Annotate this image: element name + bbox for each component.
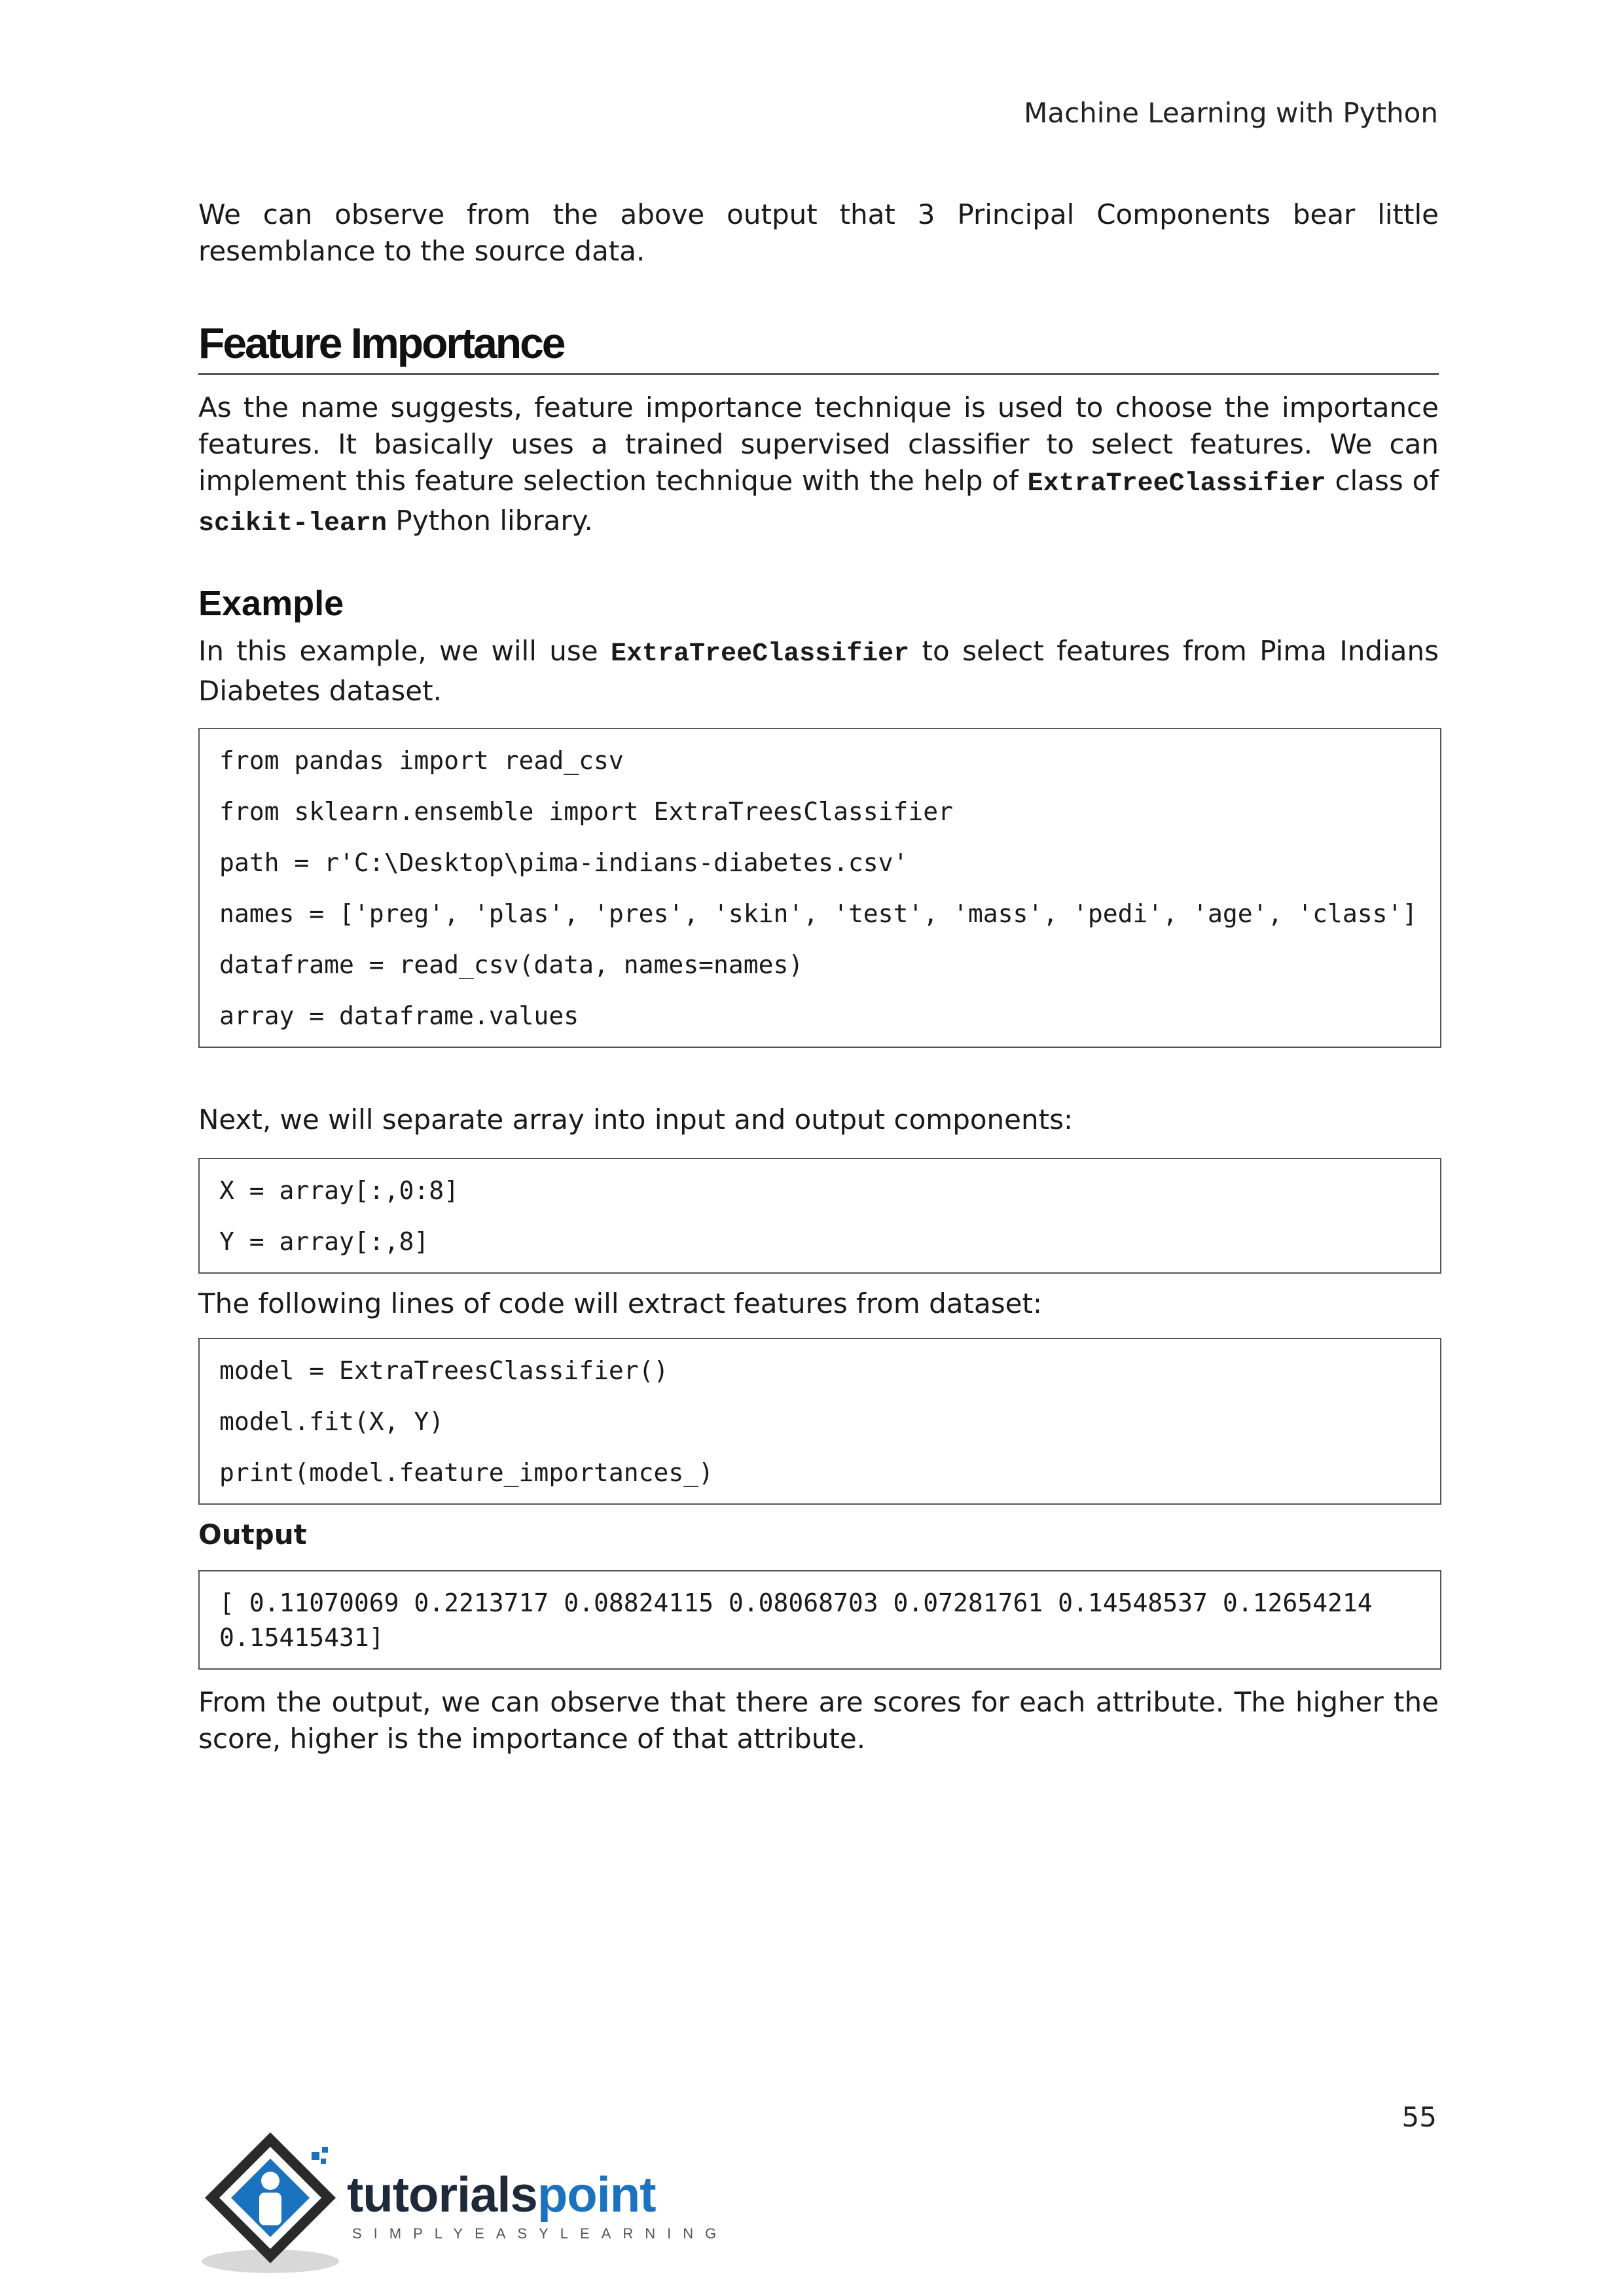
logo-word-dark: tutorials: [347, 2167, 537, 2223]
logo-tagline: SIMPLYEASYLEARNING: [352, 2225, 729, 2242]
logo-diamond-icon: [195, 2127, 352, 2278]
section-paragraph-text-1: As the name suggests, feature importance technique is used to choose the importance features. It basically uses a trained supervised classifier to select features. We can implement this feature selection technique with the help of: [198, 391, 1439, 497]
section-paragraph-text-3: Python library.: [387, 505, 593, 537]
code-line: names = ['preg', 'plas', 'pres', 'skin', 'test', 'mass', 'pedi', 'age', 'class']: [219, 899, 1418, 928]
example-text-1: In this example, we will use: [198, 635, 611, 667]
output-block: [198, 1570, 1441, 1670]
section-paragraph: [198, 389, 1439, 543]
running-header: Machine Learning with Python: [1024, 97, 1438, 129]
conclusion-paragraph: From the output, we can observe that there are scores for each attribute. The higher the score, higher is the importance of that attribute.: [198, 1686, 1439, 1755]
intro-paragraph: We can observe from the above output that 3 Principal Components bear little resemblance to the source data.: [198, 198, 1439, 267]
output-label: Output: [198, 1518, 307, 1551]
code-line: model = ExtraTreesClassifier(): [219, 1356, 669, 1385]
section-heading: Feature Importance: [198, 317, 1439, 375]
code-line: print(model.feature_importances_): [219, 1458, 713, 1487]
code-line: from sklearn.ensemble import ExtraTreesClassifier: [219, 797, 954, 826]
code-line: X = array[:,0:8]: [219, 1176, 460, 1205]
code-line: Y = array[:,8]: [219, 1227, 429, 1256]
inline-code-library: scikit-learn: [198, 509, 388, 539]
code-line: array = dataframe.values: [219, 1001, 579, 1030]
example-text-2: to select features from Pima Indians Diabetes dataset.: [198, 635, 1439, 707]
inline-code-example: ExtraTreeClassifier: [611, 639, 910, 669]
following-paragraph: The following lines of code will extract features from dataset:: [198, 1287, 1043, 1319]
example-paragraph: [198, 633, 1439, 709]
main-content: [198, 196, 1439, 1757]
code-line: dataframe = read_csv(data, names=names): [219, 950, 804, 979]
example-heading: Example: [198, 584, 344, 623]
code-line: model.fit(X, Y): [219, 1407, 444, 1436]
code-block-load-data: [198, 728, 1441, 1048]
logo-word-blue: point: [537, 2167, 656, 2223]
section-paragraph-text-2: class of: [1326, 465, 1439, 497]
code-line: path = r'C:\Desktop\pima-indians-diabetes.csv': [219, 848, 909, 877]
code-block-split: [198, 1158, 1441, 1274]
next-paragraph: Next, we will separate array into input and output components:: [198, 1103, 1074, 1136]
code-block-model: [198, 1338, 1441, 1505]
output-text: [ 0.11070069 0.2213717 0.08824115 0.08068703 0.07281761 0.14548537 0.12654214 0.15415431]: [219, 1588, 1388, 1652]
code-line: from pandas import read_csv: [219, 746, 624, 775]
logo-wordmark: [347, 2166, 656, 2223]
tutorialspoint-logo: [195, 2127, 729, 2278]
page-number: 55: [1401, 2101, 1437, 2133]
inline-code-classifier: ExtraTreeClassifier: [1027, 469, 1326, 499]
